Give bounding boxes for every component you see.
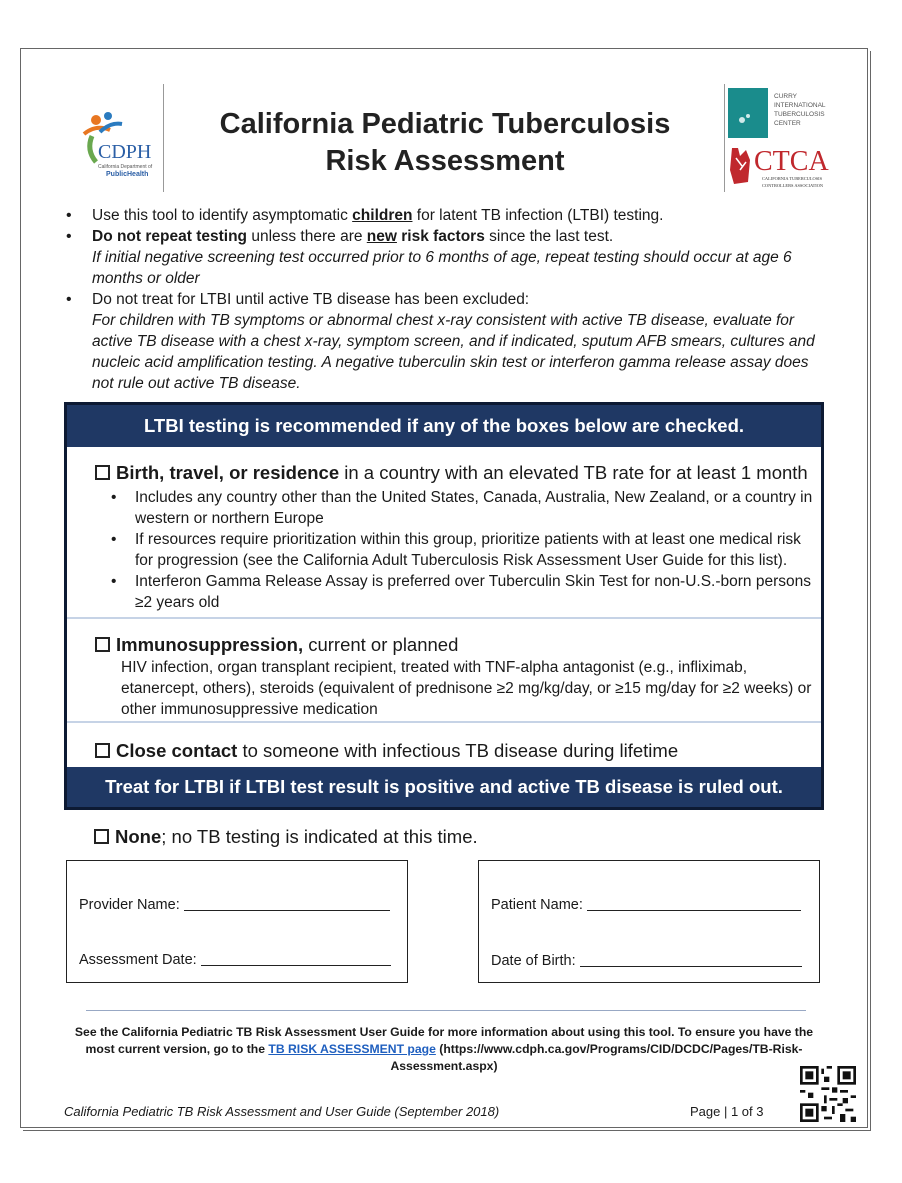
svg-text:California Department of: California Department of — [98, 164, 153, 170]
patient-name-label: Patient Name: — [491, 897, 583, 913]
assessment-date-label: Assessment Date: — [79, 952, 197, 968]
page-number: Page | 1 of 3 — [690, 1104, 764, 1119]
page-title — [180, 106, 710, 180]
provider-info-box — [66, 860, 408, 983]
section-separator — [67, 721, 821, 723]
svg-text:INTERNATIONAL: INTERNATIONAL — [774, 102, 826, 109]
cdph-logo — [76, 110, 168, 180]
svg-text:CONTROLLERS ASSOCIATION: CONTROLLERS ASSOCIATION — [762, 183, 824, 188]
header-divider-right — [724, 84, 725, 192]
footer-divider — [86, 1010, 806, 1011]
birth-bullet-1: • Includes any country other than the United States, Canada, Australia, New Zealand, or a country in western or northern Europe — [95, 487, 821, 529]
title-line-1: California Pediatric Tuberculosis — [219, 108, 671, 140]
birth-bullet-2: • If resources require prioritization within this group, prioritize patients with at least one medical risk for progression (see the California Adult Tuberculosis Risk Assessment User Guide for this list). — [95, 529, 821, 571]
intro-bullet-2: • Do not repeat testing unless there are new risk factors since the last test. If initial negative screening test occurred prior to 6 months of age, repeat testing should occur at age 6 months or older — [64, 226, 824, 289]
svg-text:CDPH: CDPH — [98, 141, 152, 163]
ctca-logo — [728, 140, 850, 190]
svg-text:CURRY: CURRY — [774, 93, 797, 100]
curry-center-logo — [728, 88, 850, 138]
date-of-birth-label: Date of Birth: — [491, 953, 576, 969]
risk-factor-box — [64, 402, 824, 810]
title-line-2: Risk Assessment — [325, 145, 565, 177]
footer-document-title: California Pediatric TB Risk Assessment and User Guide (September 2018) — [64, 1104, 500, 1119]
immunosuppression-section: Immunosuppression, current or planned HIV infection, organ transplant recipient, treated with TNF-alpha antagonist (e.g., infliximab, etanercept, others), steroids (equivalent of prednisone ≥2 mg/kg/day, or ≥15 mg/day for ≥2 weeks) or other immunosuppressive medication — [67, 633, 821, 720]
tb-risk-assessment-link[interactable]: TB RISK ASSESSMENT page — [268, 1042, 436, 1056]
close-contact-checkbox[interactable] — [95, 743, 110, 758]
birth-bullet-3: • Interferon Gamma Release Assay is preferred over Tuberculin Skin Test for non-U.S.-born persons ≥2 years old — [95, 571, 821, 613]
intro-bullet-3-note: For children with TB symptoms or abnormal chest x-ray consistent with active TB disease, evaluate for active TB disease with a chest x-ray, symptom screen, and if indicated, sputum AFB smears, cultures and nucleic acid amplification testing. A negative tuberculin skin test or interferon gamma release assay does not rule out active TB disease. — [92, 312, 815, 392]
document-header — [20, 80, 868, 192]
assessment-date-field[interactable] — [201, 952, 391, 966]
close-contact-section: Close contact to someone with infectious TB disease during lifetime — [67, 739, 821, 763]
section-separator — [67, 617, 821, 619]
birth-travel-checkbox[interactable] — [95, 465, 110, 480]
patient-name-field[interactable] — [587, 897, 801, 911]
qr-code — [800, 1066, 856, 1122]
provider-name-field[interactable] — [184, 897, 390, 911]
immunosuppression-checkbox[interactable] — [95, 637, 110, 652]
svg-text:PublicHealth: PublicHealth — [106, 171, 149, 178]
none-checkbox[interactable] — [94, 829, 109, 844]
intro-instructions — [64, 205, 824, 394]
intro-bullet-2-note: If initial negative screening test occurred prior to 6 months of age, repeat testing should occur at age 6 months or older — [92, 249, 792, 287]
svg-text:CENTER: CENTER — [774, 120, 801, 127]
ltbi-testing-banner: LTBI testing is recommended if any of the boxes below are checked. — [67, 405, 821, 447]
birth-travel-section: Birth, travel, or residence in a country with an elevated TB rate for at least 1 month • Includes any country other than the United States, Canada, Australia, New Zealand, or a country in western or northern Europe • If resources require prioritization within this group, prioritize patients with at least one medical risk for progression (see the California Adult Tuberculosis Risk Assessment User Guide for this list). • Interferon Gamma Release Assay is preferred over Tuberculin Skin Test for non-U.S.-born persons ≥2 years old — [67, 461, 821, 613]
treat-ltbi-banner: Treat for LTBI if LTBI test result is positive and active TB disease is ruled out. — [67, 767, 821, 807]
patient-info-box — [478, 860, 820, 983]
svg-text:CALIFORNIA TUBERCULOSIS: CALIFORNIA TUBERCULOSIS — [762, 176, 823, 181]
user-guide-note: See the California Pediatric TB Risk Assessment User Guide for more information about using this tool. To ensure you have the most current version, go to the TB RISK ASSESSMENT page (https://www.cdph.ca.gov/Programs/CID/DCDC/Pages/TB-Risk-Assessment.aspx) — [74, 1025, 814, 1073]
header-divider-left — [163, 84, 164, 192]
date-of-birth-field[interactable] — [580, 953, 802, 967]
intro-bullet-3: • Do not treat for LTBI until active TB disease has been excluded: For children with TB symptoms or abnormal chest x-ray consistent with active TB disease, evaluate for active TB disease with a chest x-ray, symptom screen, and if indicated, sputum AFB smears, cultures and nucleic acid amplification testing. A negative tuberculin skin test or interferon gamma release assay does not rule out active TB disease. — [64, 289, 824, 394]
provider-name-label: Provider Name: — [79, 897, 180, 913]
intro-bullet-1: • Use this tool to identify asymptomatic children for latent TB infection (LTBI) testing. — [64, 205, 824, 226]
svg-text:TUBERCULOSIS: TUBERCULOSIS — [774, 111, 825, 118]
none-option: None; no TB testing is indicated at this time. — [94, 826, 478, 848]
svg-text:CTCA: CTCA — [754, 146, 829, 177]
immunosuppression-details: HIV infection, organ transplant recipient, treated with TNF-alpha antagonist (e.g., infliximab, etanercept, others), steroids (equivalent of prednisone ≥2 mg/kg/day, or ≥15 mg/day for ≥2 weeks) or other immunosuppressive medication — [121, 659, 812, 718]
